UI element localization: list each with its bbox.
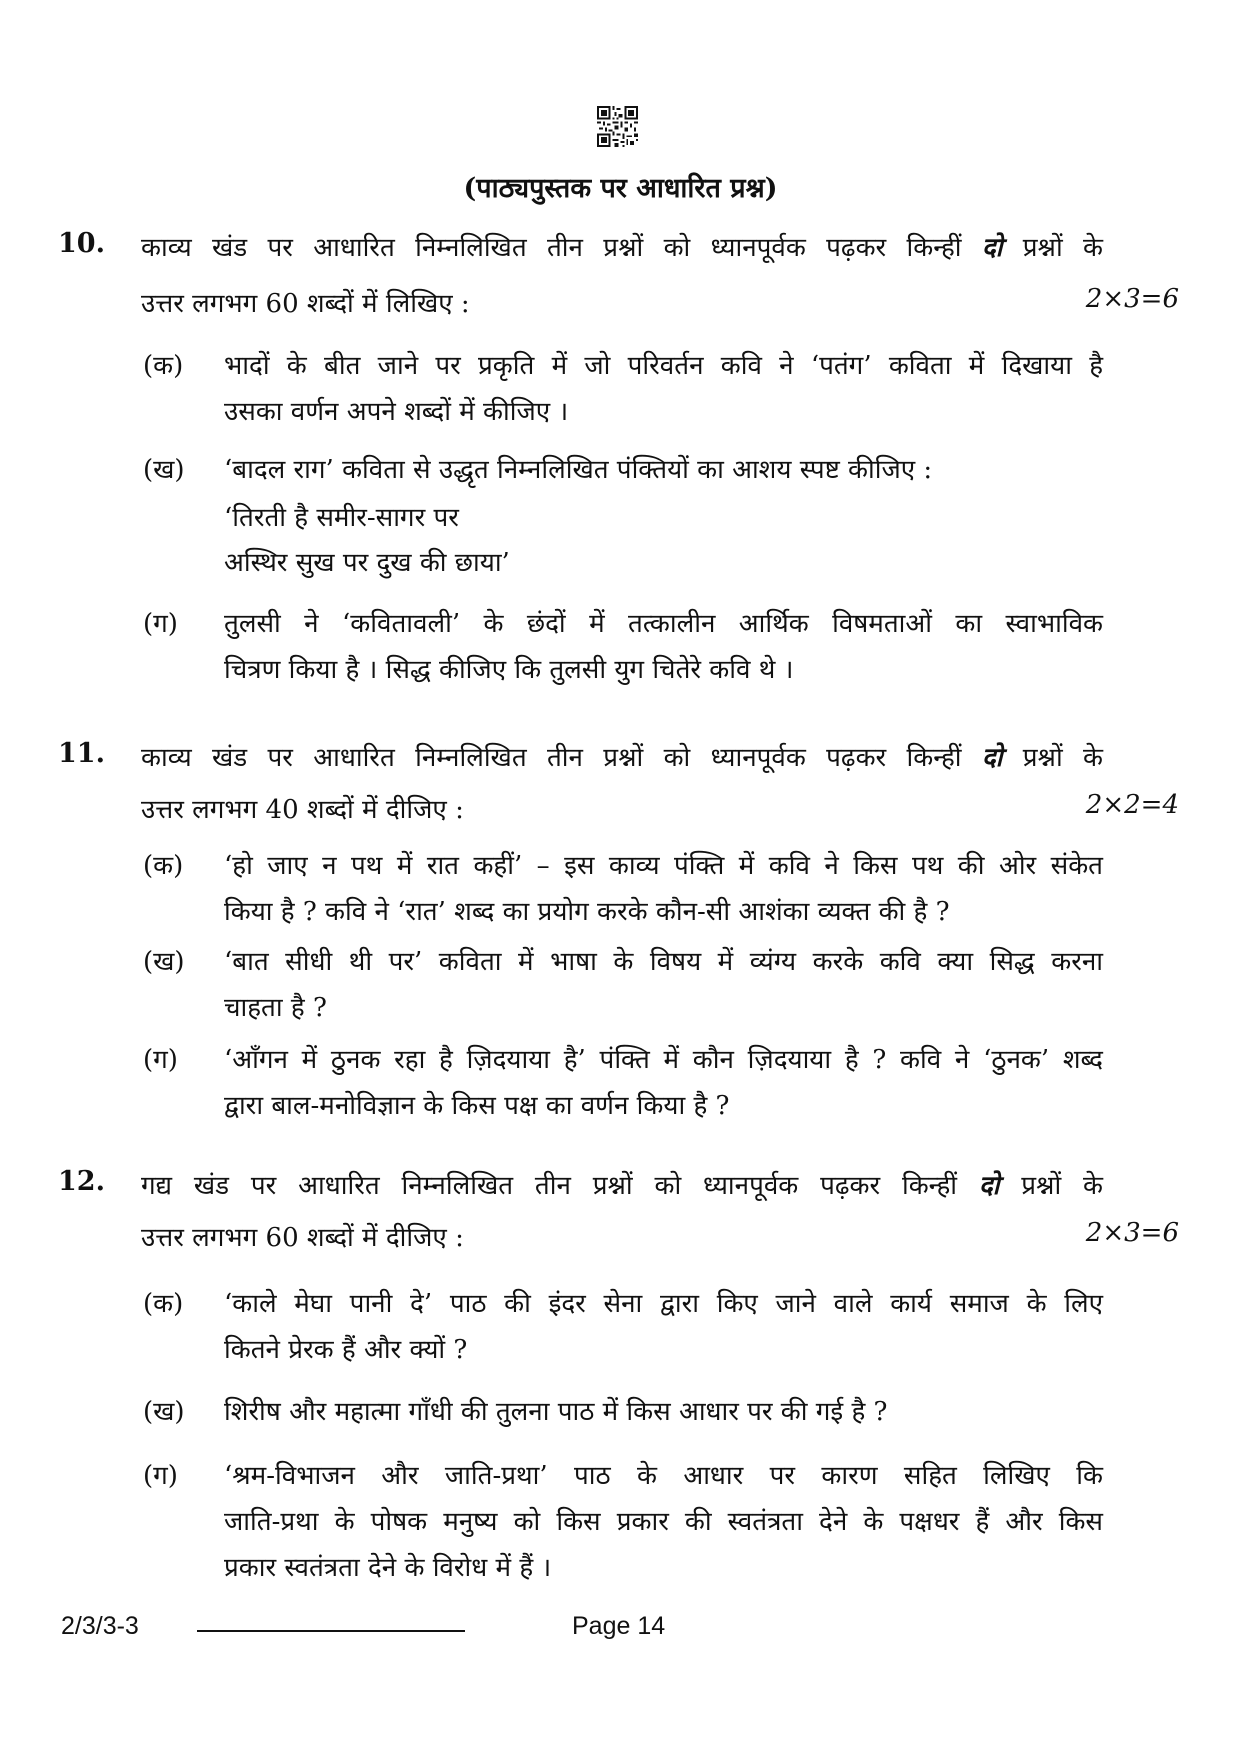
part-text: चाहता है ?: [224, 993, 327, 1023]
part-text: जाति-प्रथा के पोषक मनुष्य को किस प्रकार की स्वतंत्रता देने के पक्षधर हैं और किस: [224, 1507, 1103, 1537]
part-text: ‘बादल राग’ कविता से उद्धृत निम्नलिखित पंक्तियों का आशय स्पष्ट कीजिए :: [224, 455, 933, 485]
section-heading: (पाठ्यपुस्तक पर आधारित प्रश्न): [463, 173, 778, 204]
marks: 2×3=6: [1085, 1218, 1179, 1248]
part-text: शिरीष और महात्मा गाँधी की तुलना पाठ में किस आधार पर की गई है ?: [224, 1397, 888, 1427]
part-label: (ख): [143, 455, 185, 485]
question-intro: काव्य खंड पर आधारित निम्नलिखित तीन प्रश्नों को ध्यानपूर्वक पढ़कर किन्हीं दो प्रश्नों के: [141, 743, 1103, 773]
part-text: उसका वर्णन अपने शब्दों में कीजिए ।: [224, 397, 569, 427]
part-text: ‘काले मेघा पानी दे’ पाठ की इंदर सेना द्वारा किए जाने वाले कार्य समाज के लिए: [224, 1289, 1103, 1319]
paper-code: 2/3/3-3: [61, 1612, 139, 1640]
part-text: चित्रण किया है । सिद्ध कीजिए कि तुलसी युग चितेरे कवि थे ।: [224, 655, 794, 685]
marks: 2×2=4: [1085, 790, 1179, 820]
part-label: (ग): [143, 1045, 178, 1075]
question-number: 12.: [58, 1166, 105, 1197]
part-label: (ग): [143, 609, 178, 639]
part-text: द्वारा बाल-मनोविज्ञान के किस पक्ष का वर्णन किया है ?: [224, 1091, 730, 1121]
question-intro: गद्य खंड पर आधारित निम्नलिखित तीन प्रश्नों को ध्यानपूर्वक पढ़कर किन्हीं दो प्रश्नों के: [141, 1171, 1103, 1201]
question-intro-line2: उत्तर लगभग 60 शब्दों में लिखिए :: [141, 289, 470, 319]
part-text: कितने प्रेरक हैं और क्यों ?: [224, 1335, 468, 1365]
part-text: ‘श्रम-विभाजन और जाति-प्रथा’ पाठ के आधार पर कारण सहित लिखिए कि: [224, 1461, 1103, 1491]
part-text: ‘हो जाए न पथ में रात कहीं’ – इस काव्य पंक्ति में कवि ने किस पथ की ओर संकेत: [224, 851, 1103, 881]
marks: 2×3=6: [1085, 284, 1179, 314]
part-text: तुलसी ने ‘कवितावली’ के छंदों में तत्कालीन आर्थिक विषमताओं का स्वाभाविक: [224, 609, 1103, 639]
part-label: (क): [143, 1289, 184, 1319]
part-label: (क): [143, 351, 184, 381]
page-number: Page 14: [572, 1612, 666, 1640]
part-text: ‘बात सीधी थी पर’ कविता में भाषा के विषय में व्यंग्य करके कवि क्या सिद्ध करना: [224, 947, 1103, 977]
poem-line: ‘तिरती है समीर-सागर पर: [224, 503, 459, 533]
footer-divider: [197, 1630, 465, 1632]
question-intro: काव्य खंड पर आधारित निम्नलिखित तीन प्रश्नों को ध्यानपूर्वक पढ़कर किन्हीं दो प्रश्नों के: [141, 233, 1103, 263]
question-number: 10.: [58, 228, 105, 259]
question-number: 11.: [58, 738, 105, 769]
part-label: (क): [143, 851, 184, 881]
question-intro-line2: उत्तर लगभग 40 शब्दों में दीजिए :: [141, 795, 464, 825]
part-label: (ग): [143, 1461, 178, 1491]
part-label: (ख): [143, 1397, 185, 1427]
poem-line: अस्थिर सुख पर दुख की छाया’: [224, 548, 510, 578]
part-text: ‘आँगन में ठुनक रहा है ज़िदयाया है’ पंक्ति में कौन ज़िदयाया है ? कवि ने ‘ठुनक’ शब्द: [224, 1045, 1103, 1075]
qr-code-icon: [597, 106, 638, 147]
part-text: किया है ? कवि ने ‘रात’ शब्द का प्रयोग करके कौन-सी आशंका व्यक्त की है ?: [224, 897, 950, 927]
part-text: प्रकार स्वतंत्रता देने के विरोध में हैं ।: [224, 1553, 552, 1583]
part-label: (ख): [143, 947, 185, 977]
part-text: भादों के बीत जाने पर प्रकृति में जो परिवर्तन कवि ने ‘पतंग’ कविता में दिखाया है: [224, 351, 1103, 381]
question-intro-line2: उत्तर लगभग 60 शब्दों में दीजिए :: [141, 1223, 464, 1253]
